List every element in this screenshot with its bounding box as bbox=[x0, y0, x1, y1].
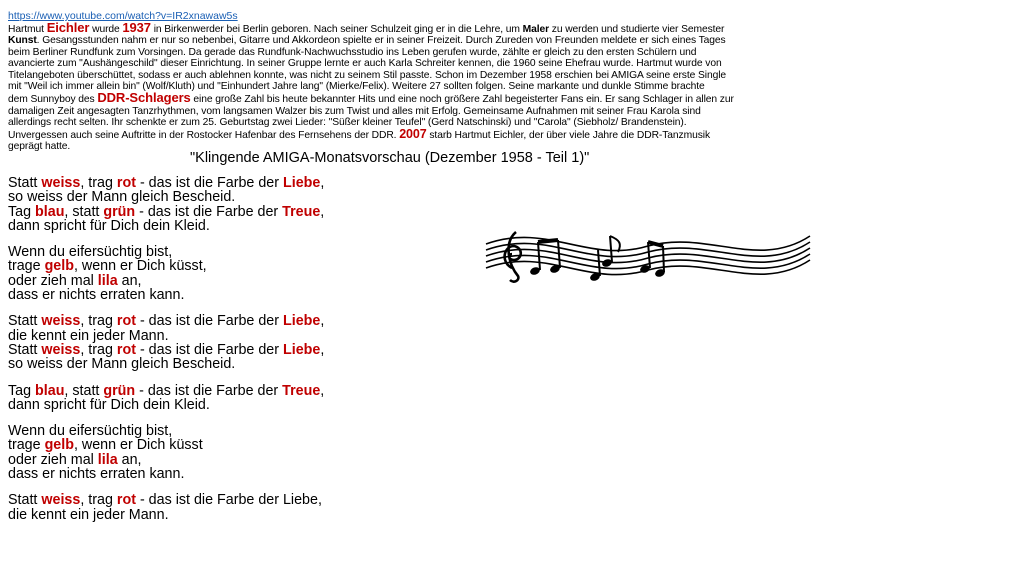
biography-line bbox=[8, 47, 780, 58]
highlighted-word: rot bbox=[116, 313, 136, 330]
lyrics-line bbox=[8, 343, 478, 357]
text-run: . Gesangsstunden nahm er nur so nebenbei, Gitarre und Akkordeon spielte er in seiner Freizeit. Durch Zureden von Freunden meldete er sich eines Tages bbox=[36, 35, 726, 47]
text-run: in Birkenwerder bei Berlin geboren. Nach seiner Schulzeit ging er in die Lehre, um bbox=[150, 24, 523, 35]
text-run: Statt bbox=[8, 341, 42, 358]
text-run: , trag bbox=[80, 313, 117, 330]
lyrics-line bbox=[8, 493, 478, 507]
music-notes-staff-icon bbox=[478, 224, 818, 294]
lyrics-line bbox=[8, 467, 478, 481]
text-run: Titelangeboten überschüttet, sodass er auch ablehnen konnte, was nicht zu seinem Stil passte. Schon im Dezember 1958 erschien bei AMIGA seine erste Single bbox=[8, 69, 727, 81]
lyrics-line bbox=[8, 245, 478, 259]
text-run: Unvergessen auch seine Auftritte in der Rostocker Hafenbar des Fernsehens der DDR. bbox=[8, 129, 400, 141]
highlighted-word: blau bbox=[35, 203, 65, 220]
song-lyrics bbox=[8, 176, 478, 534]
highlighted-word: blau bbox=[35, 382, 65, 399]
text-run: , bbox=[320, 341, 325, 358]
lyrics-stanza bbox=[8, 245, 478, 302]
biography-line bbox=[8, 126, 780, 141]
text-run: Wenn du eifersüchtig bist, bbox=[8, 423, 173, 440]
text-run: Statt bbox=[8, 175, 42, 191]
lyrics-line bbox=[8, 508, 478, 522]
text-run: - das ist die Farbe der bbox=[135, 341, 283, 358]
text-run: oder zieh mal bbox=[8, 272, 98, 289]
text-run: , trag bbox=[80, 175, 117, 191]
biography-line bbox=[8, 92, 780, 105]
highlighted-word: lila bbox=[97, 272, 118, 289]
highlighted-word: Treue bbox=[282, 382, 321, 399]
text-run: - das ist die Farbe der bbox=[135, 313, 283, 330]
highlighted-word: weiss bbox=[41, 313, 81, 330]
text-run: starb Hartmut Eichler, der über viele Jahre die DDR-Tanzmusik bbox=[426, 129, 710, 141]
lyrics-line bbox=[8, 438, 478, 452]
source-link[interactable]: https://www.youtube.com/watch?v=IR2xnawaw5s bbox=[8, 10, 238, 22]
text-run: zu werden und studierte vier Semester bbox=[549, 24, 725, 35]
text-run: trage bbox=[8, 258, 45, 275]
text-run: - das ist die Farbe der bbox=[135, 382, 283, 399]
text-run: die kennt ein jeder Mann. bbox=[8, 327, 169, 344]
text-run: so weiss der Mann gleich Bescheid. bbox=[8, 356, 236, 373]
text-run: eine große Zahl bis heute bekannter Hits und eine noch größere Zahl begeisterter Fans ein. Er sang Schlager in allen zur bbox=[190, 94, 734, 106]
biography-line bbox=[8, 117, 780, 128]
text-run: , trag bbox=[80, 492, 117, 509]
text-run: an, bbox=[117, 451, 142, 468]
lyrics-line bbox=[8, 219, 478, 233]
lyrics-line bbox=[8, 314, 478, 328]
emphasized-word: 2007 bbox=[399, 126, 427, 141]
text-run: dem Sunnyboy des bbox=[8, 94, 98, 106]
text-run: Tag bbox=[8, 382, 36, 399]
biography-line bbox=[8, 70, 780, 81]
text-run: Hartmut bbox=[8, 24, 47, 35]
highlighted-word: Liebe bbox=[282, 175, 321, 191]
biography-paragraph bbox=[8, 22, 780, 152]
text-run: , statt bbox=[64, 382, 104, 399]
highlighted-word: grün bbox=[103, 203, 136, 220]
biography-line bbox=[8, 22, 780, 35]
text-run: , statt bbox=[64, 203, 104, 220]
text-run: avancierte zum "Aushängeschild" dieser Einrichtung. In seiner Gruppe lernte er auch Karla Schreiter kennen, die 1960 seine Ehefrau wurde. Hartmut wurde von bbox=[8, 58, 722, 70]
text-run: wurde bbox=[89, 24, 123, 35]
text-run: beim Berliner Rundfunk zum Vorsingen. Da gerade das Rundfunk-Nachwuchsstudio ins Leben gerufen wurde, zählte er gleich zu den ersten Schülern und bbox=[8, 46, 697, 58]
lyrics-line bbox=[8, 259, 478, 273]
text-run: - das ist die Farbe der bbox=[135, 175, 283, 191]
text-run: so weiss der Mann gleich Bescheid. bbox=[8, 189, 236, 206]
highlighted-word: Liebe bbox=[282, 313, 321, 330]
text-run: allerdings recht selten. Ihr schenkte er zum 25. Geburtstag zwei Lieder: "Süßer kleiner Teufel" (Gerd Natschinski) und "Carola" (Siebholz/ Brandenstein). bbox=[8, 117, 687, 129]
lyrics-stanza bbox=[8, 176, 478, 233]
emphasized-word: DDR-Schlagers bbox=[97, 90, 191, 106]
text-run: geprägt hatte. bbox=[8, 141, 71, 153]
lyrics-stanza bbox=[8, 314, 478, 371]
text-run: dass er nichts erraten kann. bbox=[8, 287, 185, 304]
text-run: , wenn er Dich küsst, bbox=[73, 258, 207, 275]
emphasized-word: 1937 bbox=[122, 20, 151, 35]
highlighted-word: weiss bbox=[41, 341, 81, 358]
lyrics-line bbox=[8, 274, 478, 288]
bold-word: Maler bbox=[522, 24, 550, 35]
highlighted-word: gelb bbox=[44, 437, 74, 454]
highlighted-word: Treue bbox=[282, 203, 321, 220]
text-run: , trag bbox=[80, 341, 117, 358]
text-run: die kennt ein jeder Mann. bbox=[8, 506, 169, 523]
highlighted-word: rot bbox=[116, 175, 136, 191]
text-run: , bbox=[320, 382, 325, 399]
lyrics-line bbox=[8, 424, 478, 438]
text-run: dass er nichts erraten kann. bbox=[8, 466, 185, 483]
text-run: , wenn er Dich küsst bbox=[73, 437, 203, 454]
lyrics-line bbox=[8, 384, 478, 398]
text-run: Tag bbox=[8, 203, 36, 220]
lyrics-line bbox=[8, 205, 478, 219]
emphasized-word: Eichler bbox=[46, 20, 90, 35]
text-run: Statt bbox=[8, 492, 42, 509]
lyrics-stanza bbox=[8, 384, 478, 413]
lyrics-line bbox=[8, 176, 478, 190]
biography-line bbox=[8, 58, 780, 69]
lyrics-line bbox=[8, 288, 478, 302]
highlighted-word: grün bbox=[103, 382, 136, 399]
biography-line bbox=[8, 35, 780, 46]
lyrics-line bbox=[8, 329, 478, 343]
highlighted-word: weiss bbox=[41, 175, 81, 191]
text-run: , bbox=[320, 175, 325, 191]
lyrics-line bbox=[8, 357, 478, 371]
lyrics-line bbox=[8, 453, 478, 467]
text-run: oder zieh mal bbox=[8, 451, 98, 468]
text-run: - das ist die Farbe der bbox=[135, 203, 283, 220]
highlighted-word: weiss bbox=[41, 492, 81, 509]
text-run: , bbox=[320, 203, 325, 220]
text-run: dann spricht für Dich dein Kleid. bbox=[8, 217, 210, 234]
text-run: dann spricht für Dich dein Kleid. bbox=[8, 396, 210, 413]
biography-line bbox=[8, 106, 780, 117]
bold-word: Kunst bbox=[8, 35, 37, 47]
text-run: Wenn du eifersüchtig bist, bbox=[8, 244, 173, 261]
highlighted-word: Liebe bbox=[282, 341, 321, 358]
highlighted-word: rot bbox=[116, 492, 136, 509]
highlighted-word: lila bbox=[97, 451, 118, 468]
lyrics-line bbox=[8, 398, 478, 412]
lyrics-line bbox=[8, 190, 478, 204]
text-run: Statt bbox=[8, 313, 42, 330]
highlighted-word: rot bbox=[116, 341, 136, 358]
text-run: trage bbox=[8, 437, 45, 454]
lyrics-stanza bbox=[8, 424, 478, 481]
lyrics-stanza bbox=[8, 493, 478, 522]
text-run: , bbox=[320, 313, 325, 330]
text-run: damaligen Zeit angesagten Tanzrhythmen, vom langsamen Walzer bis zum Twist und alles mit Erfolg. Gemeinsame Aufnahmen mit seiner Frau Karola sind bbox=[8, 105, 701, 117]
text-run: - das ist die Farbe der Liebe, bbox=[135, 492, 322, 509]
highlighted-word: gelb bbox=[44, 258, 74, 275]
text-run: mit "Weil ich immer allein bin" (Wolf/Kluth) und "Einhundert Jahre lang" (Mierke/Felix). Weitere 27 sollten folgen. Seine markante und dunkle Stimme brachte bbox=[8, 81, 705, 93]
text-run: an, bbox=[117, 272, 142, 289]
record-title: "Klingende AMIGA-Monatsvorschau (Dezember 1958 - Teil 1)" bbox=[190, 150, 590, 166]
